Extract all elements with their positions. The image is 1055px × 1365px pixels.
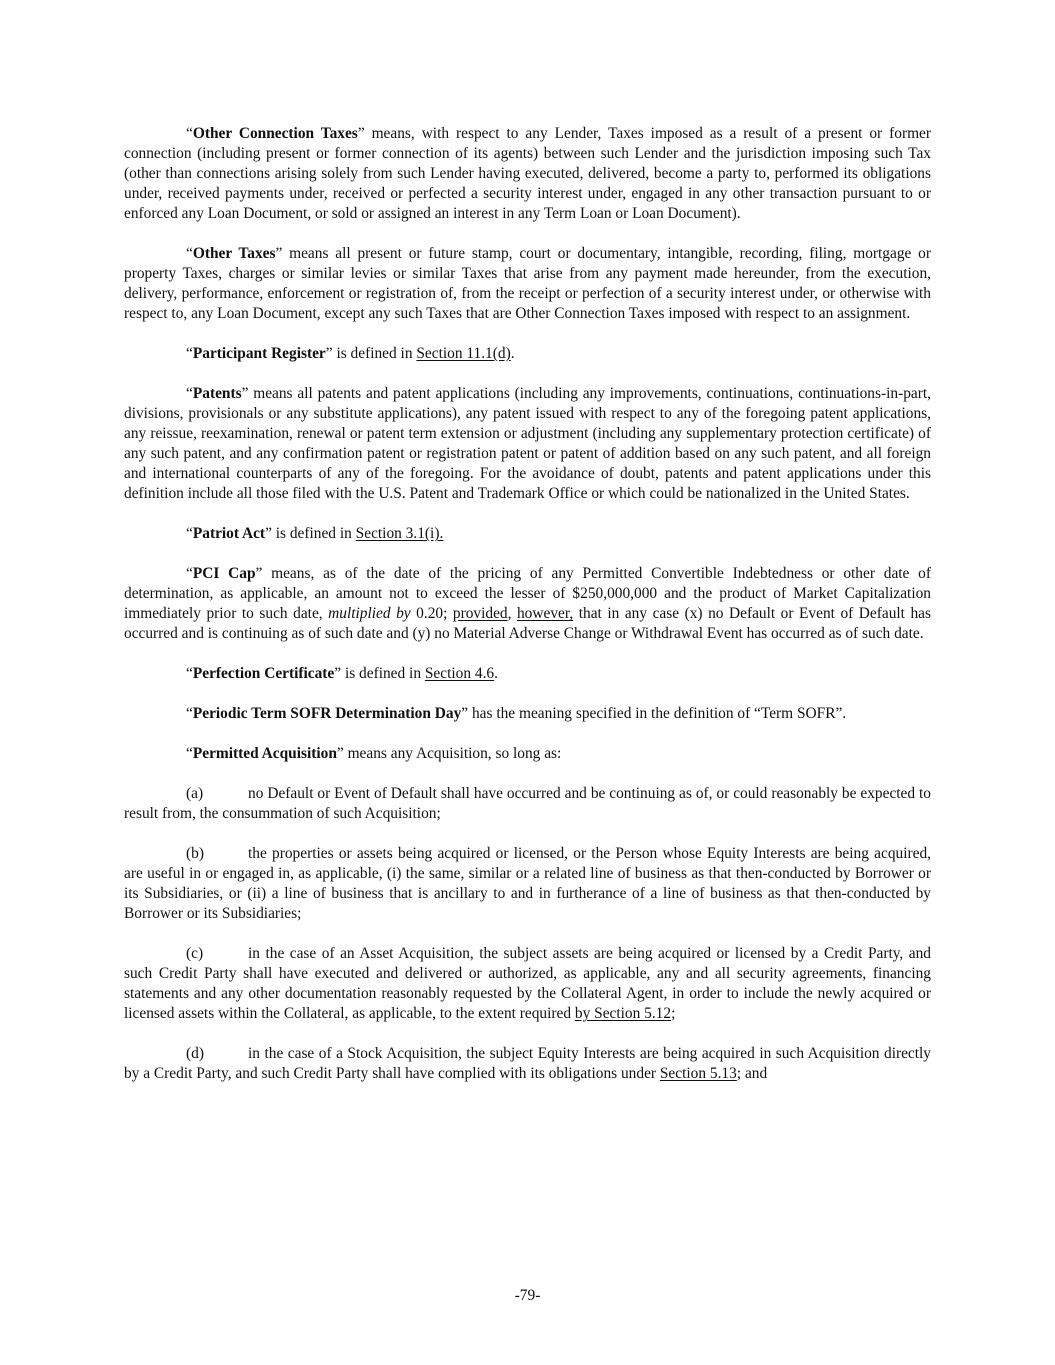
clause-label: (a) xyxy=(186,785,204,802)
defined-term: Periodic Term SOFR Determination Day xyxy=(192,705,462,722)
definition-other-connection-taxes: “Other Connection Taxes” means, with respect to any Lender, Taxes imposed as a result of a present or former connection (including present or former connection of its agents) between such Lender and the jurisdiction imposing such Tax (other than connections arising solely from such Lender having executed, delivered, become a party to, performed its obligations under, received payments under, received or perfected a security interest under, engaged in any other transaction pursuant to or enforced any Loan Document, or sold or assigned an interest in any Term Loan or Loan Document). xyxy=(124,125,931,222)
clause-d: (d) in the case of a Stock Acquisition, the subject Equity Interests are being acquired in such Acquisition directly by a Credit Party, and such Credit Party shall have complied with its obligations under Section 5.13; and xyxy=(124,1045,931,1082)
clause-a xyxy=(124,784,931,824)
defined-term: PCI Cap xyxy=(192,565,256,582)
document-page xyxy=(124,124,931,1104)
definition-other-taxes: “Other Taxes” means all present or future stamp, court or documentary, intangible, recording, filing, mortgage or property Taxes, charges or similar levies or similar Taxes that arise from any payment made hereunder, from the execution, delivery, performance, enforcement or registration of, from the receipt or perfection of a security interest under, or otherwise with respect to, any Loan Document, except any such Taxes that are Other Connection Taxes imposed with respect to an assignment. xyxy=(124,245,931,322)
proviso-provided: provided xyxy=(452,605,508,622)
clause-text: in the case of an Asset Acquisition, the subject assets are being acquired or licensed by a Credit Party, and such Credit Party shall have executed and delivered or authorized, as applicable, any and all security agreements, financing statements and any other documentation reasonably requested by the Collateral Agent, in order to include the newly acquired or licensed assets within the Collateral, as applicable, to the extent required xyxy=(124,945,931,1022)
definition-text: ” means all patents and patent applications (including any improvements, continuations, continuations-in-part, divisions, provisionals or any substitute applications), any patent issued with respect to any of the foregoing patent applications, any reissue, reexamination, renewal or patent term extension or adjustment (including any supplementary protection certificate) of any such patent, and any confirmation patent or registration patent or patent of addition based on any such patent, and all foreign and international counterparts of any of the foregoing. For the avoidance of doubt, patents and patent applications under this definition include all those filed with the U.S. Patent and Trademark Office or which could be nationalized in the United States. xyxy=(124,385,931,502)
defined-term: Patriot Act xyxy=(192,525,266,542)
definition-text: ” means all present or future stamp, court or documentary, intangible, recording, filing, mortgage or property Taxes, charges or similar levies or similar Taxes that arise from any payment made hereunder, from the execution, delivery, performance, enforcement or registration of, from the receipt or perfection of a security interest under, or otherwise with respect to, any Loan Document, except any such Taxes that are Other Connection Taxes imposed with respect to an assignment. xyxy=(124,245,931,322)
defined-term: Perfection Certificate xyxy=(192,665,335,682)
defined-term: Other Taxes xyxy=(192,245,276,262)
clause-label: (d) xyxy=(186,1045,204,1062)
defined-term: Permitted Acquisition xyxy=(192,745,337,762)
clause-text: no Default or Event of Default shall have occurred and be continuing as of, or could reasonably be expected to result from, the consummation of such Acquisition; xyxy=(124,785,931,822)
defined-term: Patents xyxy=(192,385,242,402)
clause-text: the properties or assets being acquired or licensed, or the Person whose Equity Interests are being acquired, are useful in or engaged in, as applicable, (i) the same, similar or a related line of business as that then-conducted by Borrower or its Subsidiaries, or (ii) a line of business that is ancillary to and in furtherance of a line of business as that then-conducted by Borrower or its Subsidiaries; xyxy=(124,845,931,922)
section-reference: Section 3.1(i). xyxy=(355,525,444,542)
clause-label: (b) xyxy=(186,845,204,862)
definition-pci-cap: “PCI Cap” means, as of the date of the pricing of any Permitted Convertible Indebtedness or other date of determination, as applicable, an amount not to exceed the lesser of $250,000,000 and the product of Market Capitalization immediately prior to such date, multiplied by 0.20; provided, however, that in any case (x) no Default or Event of Default has occurred and is continuing as of such date and (y) no Material Adverse Change or Withdrawal Event has occurred as of such date. xyxy=(124,565,931,642)
definition-text: ” means, with respect to any Lender, Taxes imposed as a result of a present or former connection (including present or former connection of its agents) between such Lender and the jurisdiction imposing such Tax (other than connections arising solely from such Lender having executed, delivered, become a party to, performed its obligations under, received payments under, received or perfected a security interest under, engaged in any other transaction pursuant to or enforced any Loan Document, or sold or assigned an interest in any Term Loan or Loan Document). xyxy=(124,125,931,222)
section-reference: Section 5.13 xyxy=(659,1065,737,1082)
italic-phrase: multiplied by xyxy=(328,605,411,622)
definition-patriot-act: “Patriot Act” is defined in Section 3.1(i). xyxy=(186,525,444,542)
definition-permitted-acquisition: “Permitted Acquisition” means any Acquisition, so long as: xyxy=(186,745,562,762)
definition-periodic-term-sofr: “Periodic Term SOFR Determination Day” has the meaning specified in the definition of “Term SOFR”. xyxy=(186,705,847,722)
section-reference: Section 11.1(d) xyxy=(416,345,511,362)
defined-term: Other Connection Taxes xyxy=(192,125,358,142)
defined-term: Participant Register xyxy=(192,345,326,362)
proviso-however: however, xyxy=(516,605,574,622)
section-reference: by Section 5.12 xyxy=(574,1005,672,1022)
definition-perfection-certificate: “Perfection Certificate” is defined in Section 4.6. xyxy=(186,665,498,682)
definition-patents: “Patents” means all patents and patent applications (including any improvements, continuations, continuations-in-part, divisions, provisionals or any substitute applications), any patent issued with respect to any of the foregoing patent applications, any reissue, reexamination, renewal or patent term extension or adjustment (including any supplementary protection certificate) of any such patent, and any confirmation patent or registration patent or patent of addition based on any such patent, and all foreign and international counterparts of any of the foregoing. For the avoidance of doubt, patents and patent applications under this definition include all those filed with the U.S. Patent and Trademark Office or which could be nationalized in the United States. xyxy=(124,385,931,502)
definition-participant-register: “Participant Register” is defined in Section 11.1(d). xyxy=(186,345,515,362)
page-number: -79- xyxy=(514,1287,541,1304)
clause-text: in the case of a Stock Acquisition, the subject Equity Interests are being acquired in such Acquisition directly by a Credit Party, and such Credit Party shall have complied with its obligations under xyxy=(124,1045,931,1082)
section-reference: Section 4.6 xyxy=(424,665,495,682)
clause-c: (c) in the case of an Asset Acquisition, the subject assets are being acquired or licensed by a Credit Party, and such Credit Party shall have executed and delivered or authorized, as applicable, any and all security agreements, financing statements and any other documentation reasonably requested by the Collateral Agent, in order to include the newly acquired or licensed assets within the Collateral, as applicable, to the extent required by Section 5.12; xyxy=(124,945,931,1022)
clause-b xyxy=(124,844,931,924)
clause-label: (c) xyxy=(186,945,204,962)
